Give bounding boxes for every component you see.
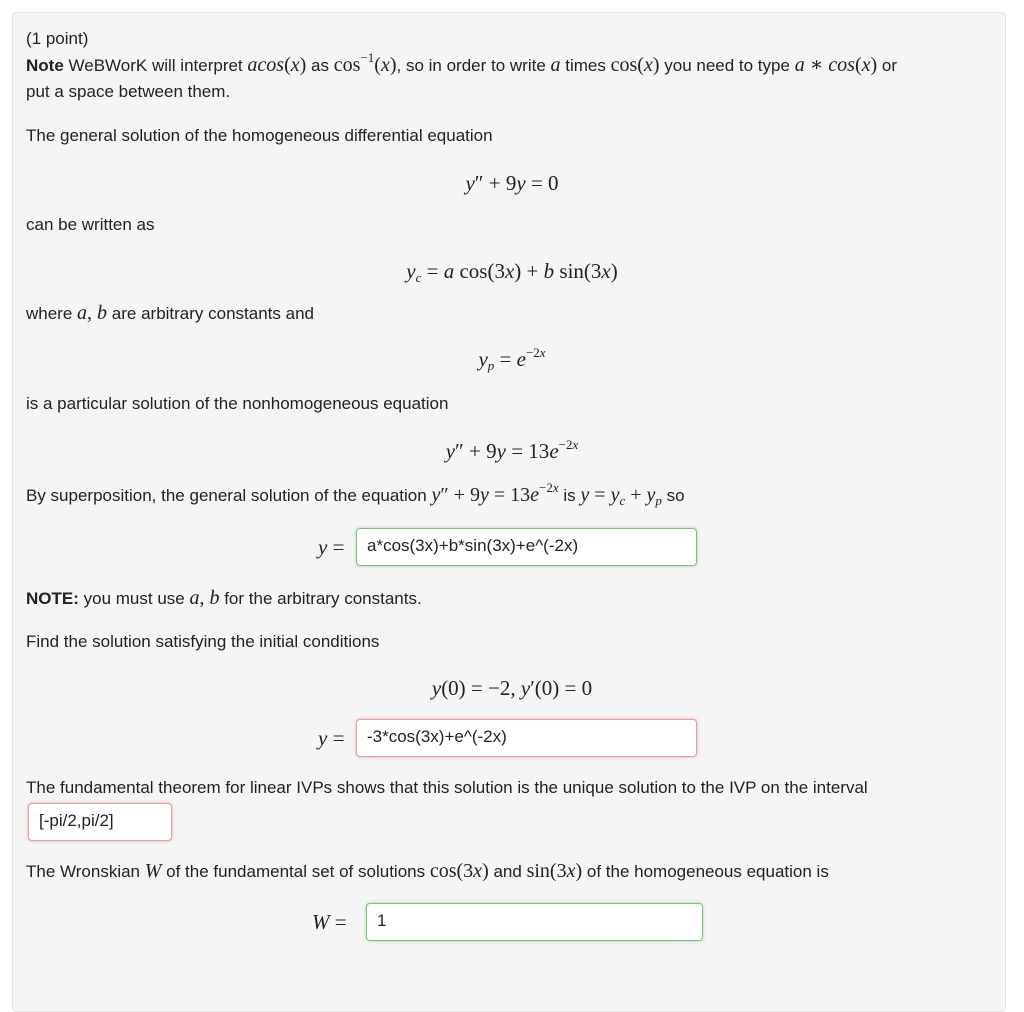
paragraph-homogeneous: The general solution of the homogeneous differential equation (26, 126, 493, 145)
equation-nonhomogeneous: $y'' + 9y = 13e^{-2x}$ (445, 437, 579, 463)
label-wronskian: W = (312, 910, 347, 934)
note-line: Note WeBWorK will interpret acos(x) as $\cos^{-1}(x)$, so in order to write a times cos(x) you need to type a ∗ cos(x) or (26, 50, 898, 76)
paragraph-constants: where a, b are arbitrary constants and (26, 302, 314, 324)
answer-general-solution-input[interactable]: a*cos(3x)+b*sin(3x)+e^(-2x) (356, 528, 697, 566)
note-bold: Note (26, 56, 64, 75)
answer-wronskian-input[interactable]: 1 (366, 903, 703, 941)
math-arccos: $\cos^{-1}(x)$ (333, 50, 397, 76)
paragraph-particular: is a particular solution of the nonhomogeneous equation (26, 394, 449, 413)
label-y-ivp: y = (318, 726, 345, 750)
math-acos: acos(x) (247, 54, 307, 76)
answer-ivp-input[interactable]: -3*cos(3x)+e^(-2x) (356, 719, 697, 757)
equation-yp: $y_p = e^{-2x}$ (478, 345, 546, 373)
equation-homogeneous: y″ + 9y = 0 (465, 171, 559, 195)
paragraph-fundamental-theorem: The fundamental theorem for linear IVPs shows that this solution is the unique solution to the IVP on the interval (26, 778, 868, 797)
paragraph-superposition: By superposition, the general solution of the equation $y'' + 9y = 13e^{-2x}$ is $y = y_c + y_p$ so (26, 480, 685, 508)
paragraph-written: can be written as (26, 215, 155, 234)
paragraph-initial-conditions: Find the solution satisfying the initial conditions (26, 632, 380, 651)
equation-initial-conditions: y(0) = −2, y′(0) = 0 (431, 676, 593, 700)
note-line-2: put a space between them. (26, 82, 231, 101)
equation-yc: $y_c = a$ cos(3x) + b sin(3x) (406, 259, 618, 285)
paragraph-note-constants: NOTE: you must use a, b for the arbitrary constants. (26, 587, 422, 609)
paragraph-wronskian: The Wronskian W of the fundamental set of solutions cos(3x) and sin(3x) of the homogeneous equation is (26, 860, 829, 882)
answer-interval-input[interactable]: [-pi/2,pi/2] (28, 803, 172, 841)
label-y-general: y = (318, 535, 345, 559)
points-label: (1 point) (26, 29, 89, 48)
